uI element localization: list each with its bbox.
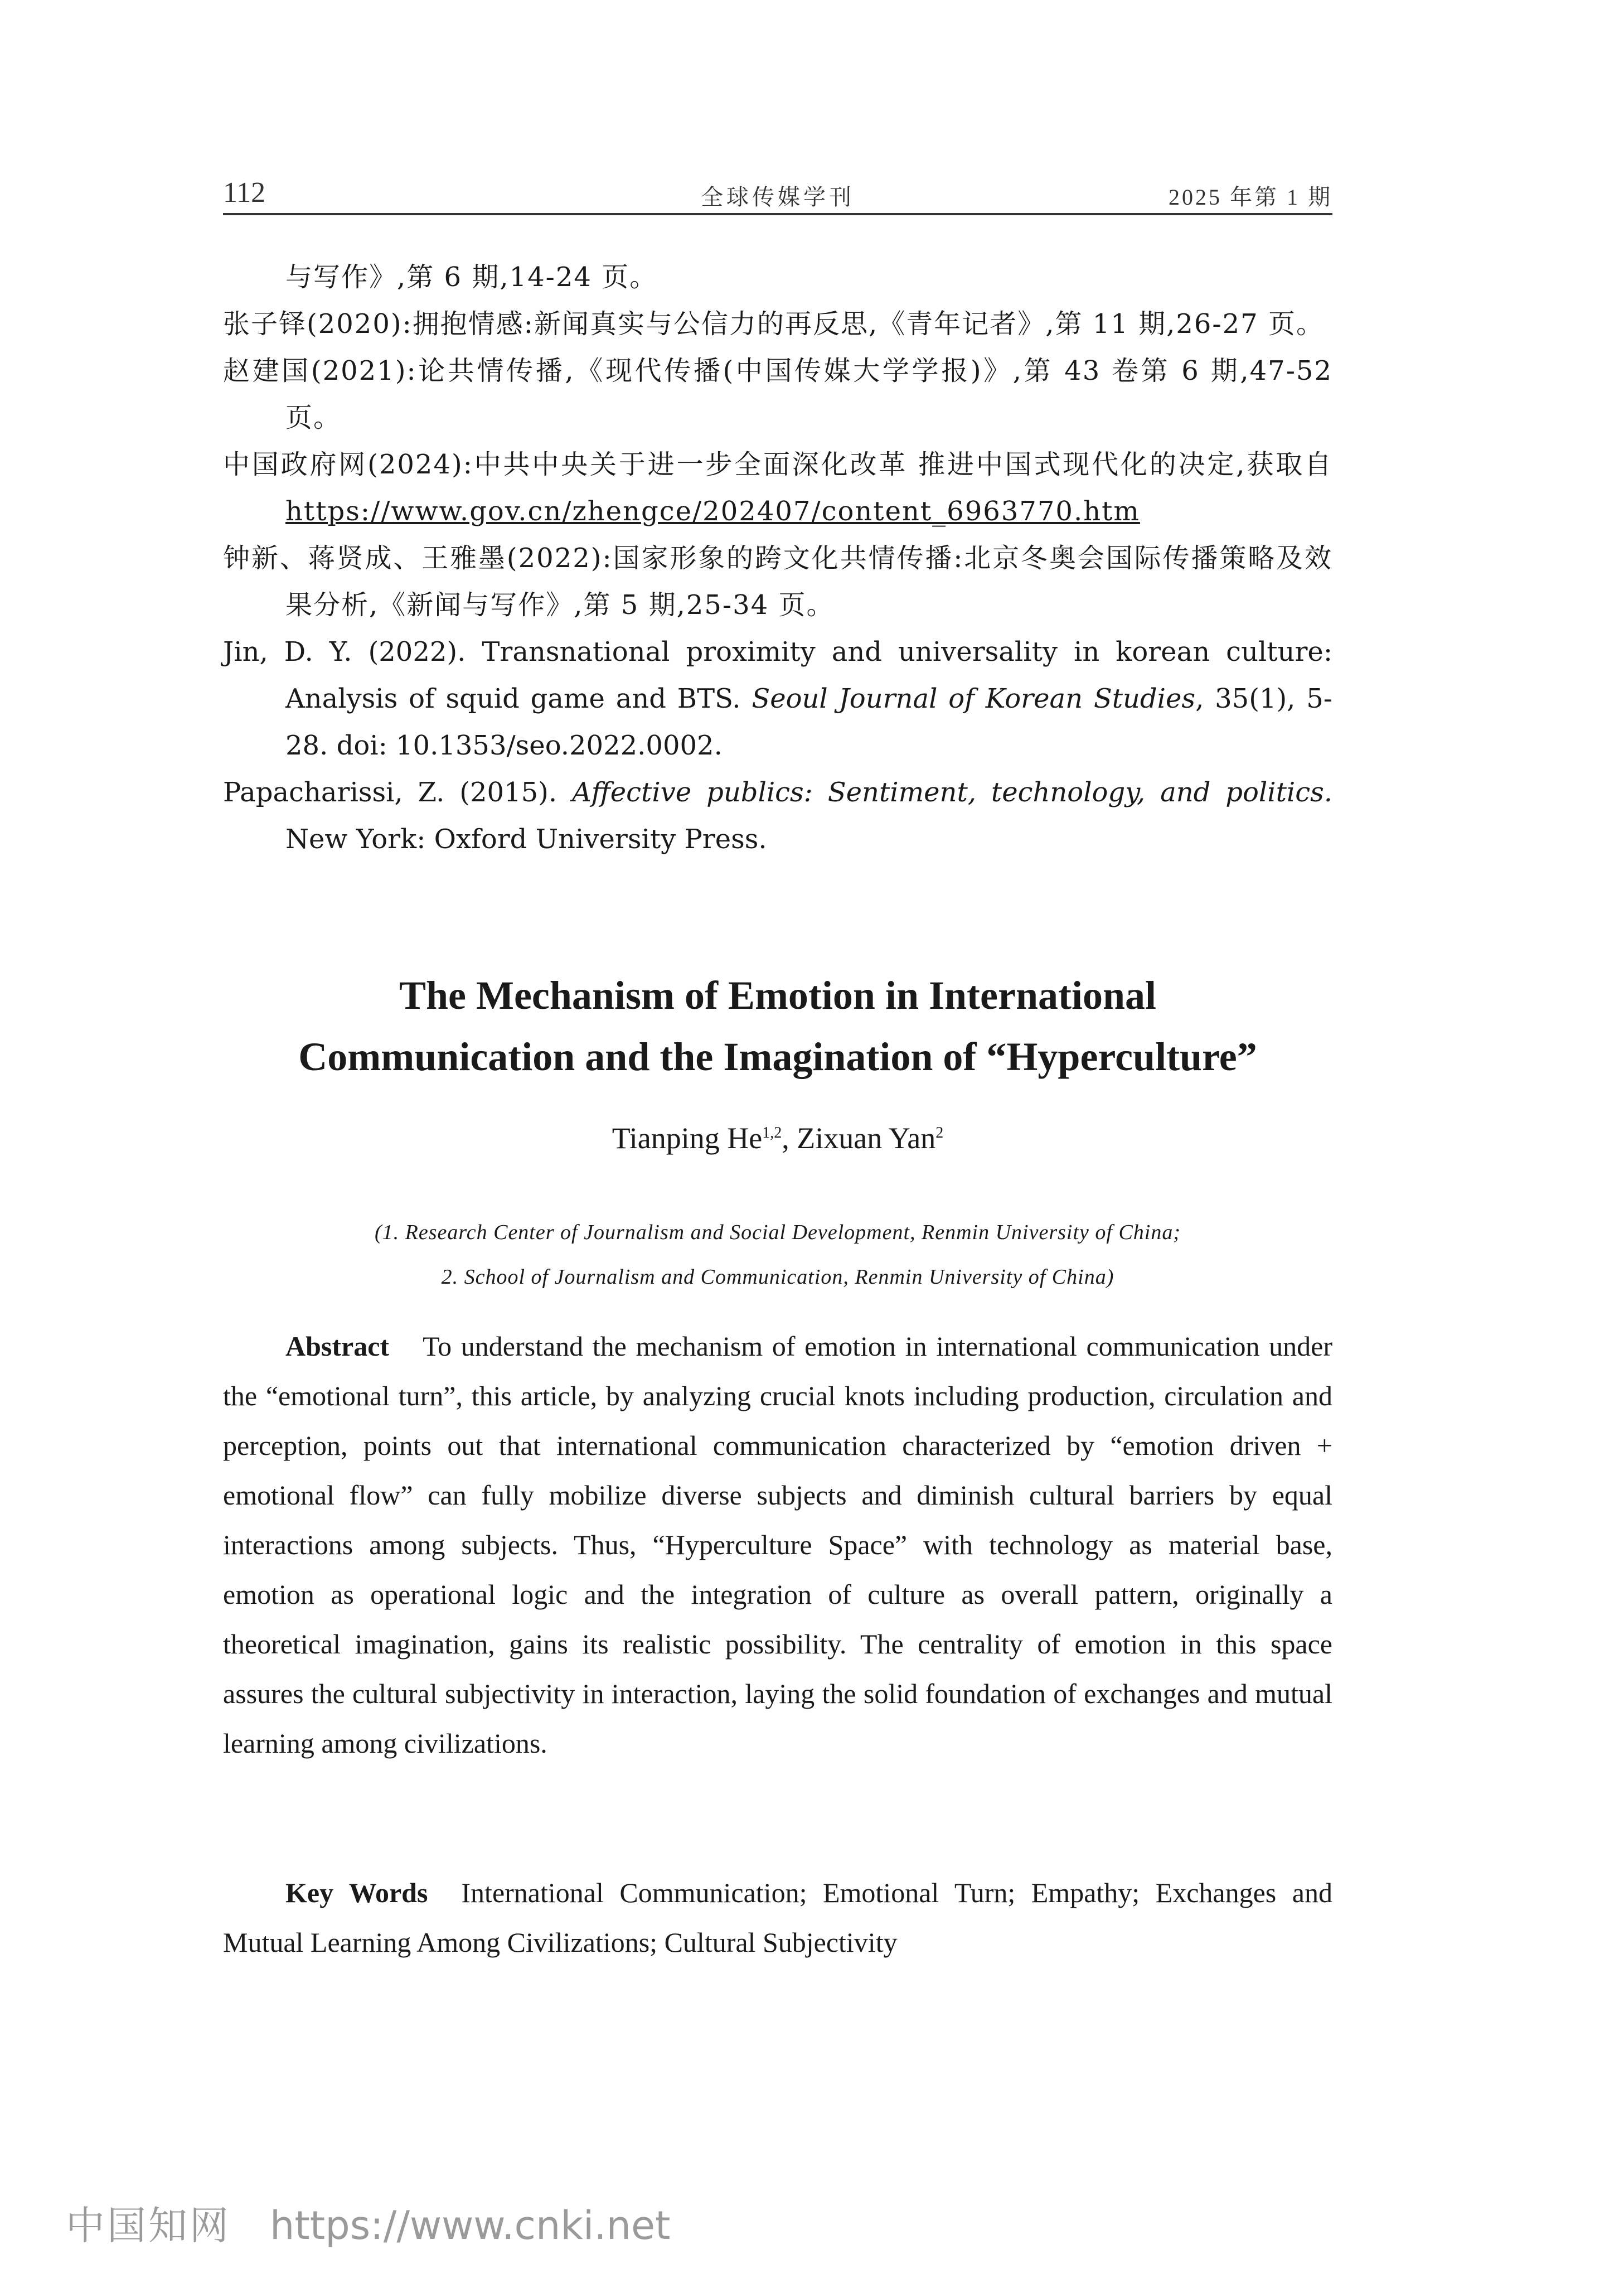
affiliation-line: 2. School of Journalism and Communication, Renmin University of China) — [441, 1265, 1114, 1289]
title-line: The Mechanism of Emotion in International — [399, 973, 1157, 1018]
author-separator: , — [782, 1121, 797, 1155]
reference-item: 赵建国(2021):论共情传播,《现代传播(中国传媒大学学报)》,第 43 卷第 6 期,47-52 页。 — [223, 355, 1332, 433]
author-affiliation-mark: 2 — [935, 1124, 944, 1142]
page-number: 112 — [223, 177, 266, 209]
abstract-label: Abstract — [285, 1331, 390, 1362]
author-line — [223, 1121, 1332, 1155]
reference-text: 中国政府网(2024):中共中央关于进一步全面深化改革 推进中国式现代化的决定,获取自 — [223, 449, 1332, 480]
reference-link[interactable]: https://www.gov.cn/zhengce/202407/content_6963770.htm — [285, 496, 1140, 527]
keywords-label: Key Words — [285, 1877, 428, 1908]
article-title — [223, 965, 1332, 1087]
watermark-logo-text: 中国知网 — [66, 2203, 231, 2248]
keywords — [223, 1868, 1332, 1967]
abstract — [223, 1322, 1332, 1768]
reference-text: Papacharissi, Z. (2015). — [223, 777, 573, 808]
author-name: Tianping He — [612, 1121, 763, 1155]
affiliations — [223, 1210, 1332, 1299]
reference-item: 与写作》,第 6 期,14-24 页。 — [285, 262, 658, 293]
affiliation-line: (1. Research Center of Journalism and Social Development, Renmin University of China; — [374, 1221, 1181, 1244]
watermark-url: https://www.cnki.net — [270, 2203, 671, 2248]
reference-item — [223, 769, 1332, 863]
reference-text: Jin, D. Y. (2022). Transnational proximity and universality in korean culture: Analysis of squid game and BTS. — [223, 636, 1332, 714]
reference-list — [223, 254, 1332, 863]
cnki-watermark — [66, 2194, 670, 2251]
author-affiliation-mark: 1,2 — [762, 1124, 782, 1142]
reference-item: 张子铎(2020):拥抱情感:新闻真实与公信力的再反思,《青年记者》,第 11 期,26-27 页。 — [223, 308, 1324, 340]
reference-text: , 35(1), 5-28. doi: 10.1353/seo.2022.0002. — [285, 683, 1332, 761]
reference-journal: Seoul Journal of Korean Studies — [752, 683, 1196, 714]
reference-item — [223, 441, 1332, 535]
reference-item — [223, 628, 1332, 769]
running-header — [223, 174, 1332, 215]
reference-item: 钟新、蒋贤成、王雅墨(2022):国家形象的跨文化共情传播:北京冬奥会国际传播策略及效果分析,《新闻与写作》,第 5 期,25-34 页。 — [223, 543, 1332, 621]
reference-book-title: Affective publics: Sentiment, technology, and politics. — [572, 777, 1333, 808]
reference-text: New York: Oxford University Press. — [285, 824, 767, 855]
abstract-text: To understand the mechanism of emotion in international communication under the “emotional turn”, this article, by analyzing crucial knots including production, circulation and perception, points out that international communication characterized by “emotion driven + emotional flow” can fully mobilize diverse subjects and diminish cultural barriers by equal interactions among subjects. Thus, “Hyperculture Space” with technology as material base, emotion as operational logic and the integration of culture as overall pattern, originally a theoretical imagination, gains its realistic possibility. The centrality of emotion in this space assures the cultural subjectivity in interaction, laying the solid foundation of exchanges and mutual learning among civilizations. — [223, 1331, 1332, 1759]
author-name: Zixuan Yan — [797, 1121, 936, 1155]
journal-name: 全球传媒学刊 — [701, 185, 855, 210]
keywords-text: International Communication; Emotional Turn; Empathy; Exchanges and Mutual Learning Among Civilizations; Cultural Subjectivity — [223, 1877, 1332, 1958]
issue-label: 2025 年第 1 期 — [1169, 185, 1332, 210]
title-line: Communication and the Imagination of “Hyperculture” — [298, 1034, 1257, 1079]
